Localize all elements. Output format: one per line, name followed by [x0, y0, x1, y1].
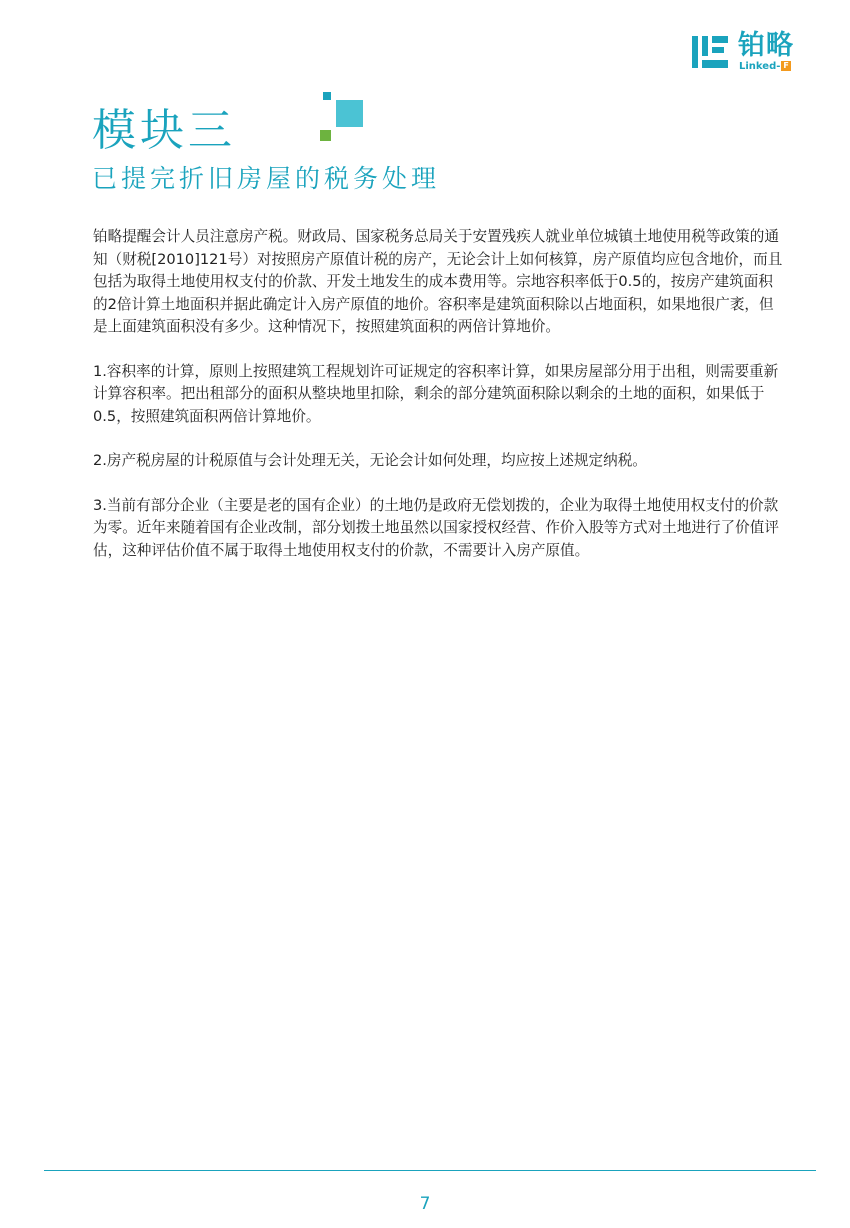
- brand-logo: [690, 30, 820, 75]
- module-subtitle: 已提完折旧房屋的税务处理: [92, 164, 441, 193]
- point-2-paragraph: 2.房产税房屋的计税原值与会计处理无关，无论会计如何处理，均应按上述规定纳税。: [93, 452, 647, 469]
- logo-english-text: Linked- F: [739, 61, 789, 72]
- page-number: 7: [419, 1194, 431, 1214]
- decorative-squares-icon: [318, 90, 368, 145]
- footer-divider: [44, 1170, 816, 1171]
- logo-f-mark: F: [783, 61, 789, 70]
- logo-chinese-text: 铂略: [738, 30, 794, 61]
- logo-mark-icon: [690, 32, 730, 72]
- point-1-paragraph: 1.容积率的计算，原则上按照建筑工程规划许可证规定的容积率计算，如果房屋部分用于出租，则需要重新计算容积率。把出租部分的面积从整块地里扣除，剩余的部分建筑面积除以剩余的土地的面积，如果低于0.5，按照建筑面积两倍计算地价。: [93, 362, 779, 425]
- body-content: [93, 226, 783, 584]
- point-3-paragraph: 3.当前有部分企业（主要是老的国有企业）的土地仍是政府无偿划拨的，企业为取得土地使用权支付的价款为零。近年来随着国有企业改制，部分划拨土地虽然以国家授权经营、作价入股等方式对土地进行了价值评估，这种评估价值不属于取得土地使用权支付的价款，不需要计入房产原值。: [93, 496, 779, 559]
- module-title: 模块三: [92, 105, 236, 156]
- intro-paragraph: 铂略提醒会计人员注意房产税。财政局、国家税务总局关于安置残疾人就业单位城镇土地使用税等政策的通知（财税[2010]121号）对按照房产原值计税的房产，无论会计上如何核算，房产原值均应包含地价，而且包括为取得土地使用权支付的价款、开发土地发生的成本费用等。宗地容积率低于0.5的，按房产建筑面积的2倍计算土地面积并据此确定计入房产原值的地价。容积率是建筑面积除以占地面积，如果地很广袤，但是上面建筑面积没有多少。这种情况下，按照建筑面积的两倍计算地价。: [93, 228, 783, 335]
